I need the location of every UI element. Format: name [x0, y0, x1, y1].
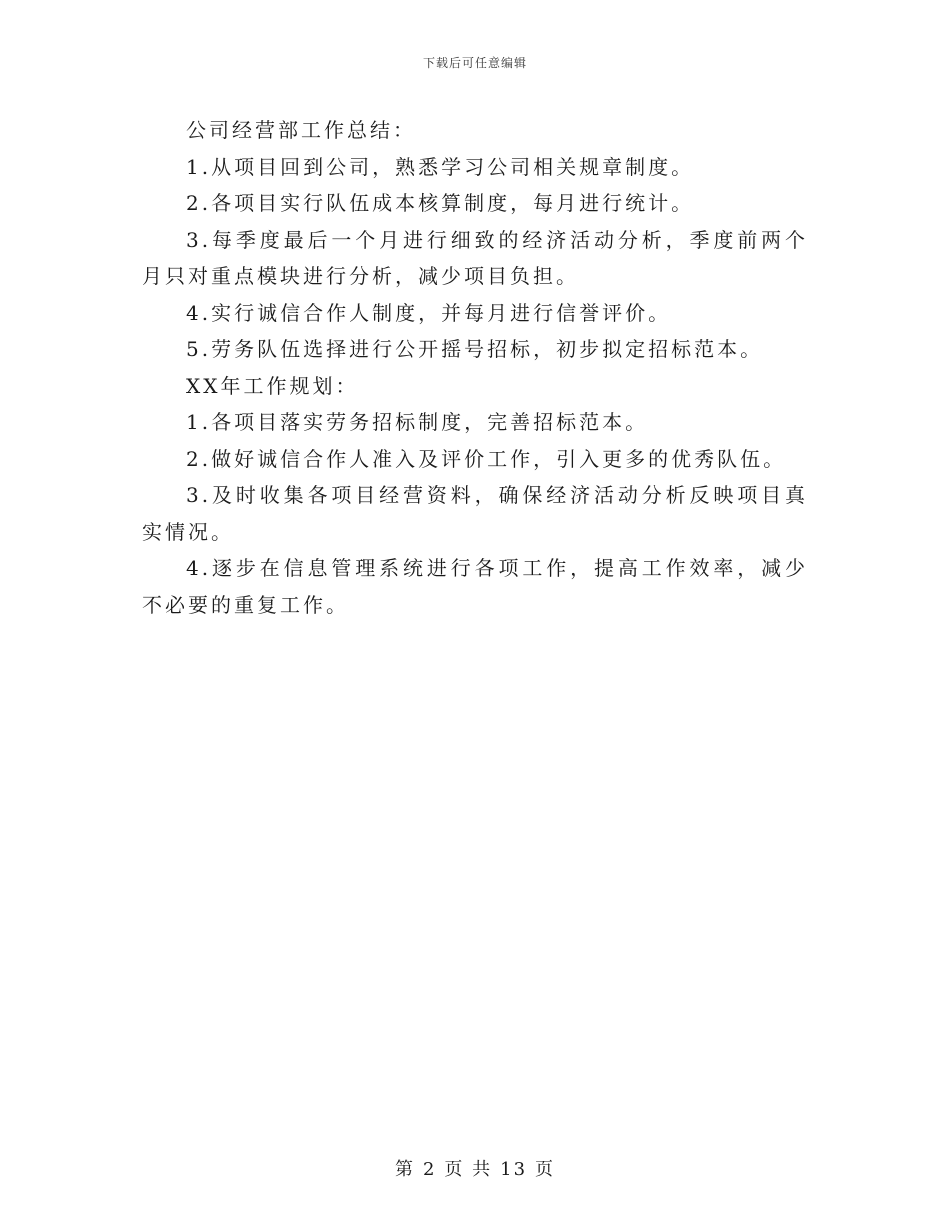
- page-header: 下载后可任意编辑: [422, 56, 527, 70]
- paragraph-summary-heading: 公司经营部工作总结：: [186, 118, 416, 142]
- footer-middle: 页 共: [444, 1159, 493, 1180]
- document-body: [142, 112, 808, 623]
- footer-suffix: 页: [535, 1159, 556, 1180]
- paragraph-plan-heading: XX年工作规划：: [186, 373, 359, 398]
- paragraph-plan-item-1: 1.各项目落实劳务招标制度，完善招标范本。: [186, 410, 649, 434]
- paragraph-plan-item-2: 2.做好诚信合作人准入及评价工作，引入更多的优秀队伍。: [186, 446, 787, 471]
- footer-page-number: 2: [422, 1159, 437, 1180]
- page-footer: [0, 1155, 950, 1181]
- paragraph-summary-item-5: 5.劳务队伍选择进行公开摇号招标，初步拟定招标范本。: [186, 337, 764, 361]
- paragraph-plan-item-4: 4.逐步在信息管理系统进行各项工作，提高工作效率，减少不必要的重复工作。: [142, 556, 808, 617]
- footer-total-pages: 13: [500, 1159, 528, 1180]
- paragraph-plan-item-3: 3.及时收集各项目经营资料，确保经济活动分析反映项目真实情况。: [142, 483, 808, 544]
- paragraph-summary-item-4: 4.实行诚信合作人制度，并每月进行信誉评价。: [186, 300, 672, 325]
- paragraph-summary-item-3: 3.每季度最后一个月进行细致的经济活动分析，季度前两个月只对重点模块进行分析，减少项目负担。: [142, 227, 808, 288]
- paragraph-summary-item-2: 2.各项目实行队伍成本核算制度，每月进行统计。: [186, 191, 695, 215]
- footer-prefix: 第: [394, 1159, 415, 1180]
- paragraph-summary-item-1: 1.从项目回到公司，熟悉学习公司相关规章制度。: [186, 154, 695, 179]
